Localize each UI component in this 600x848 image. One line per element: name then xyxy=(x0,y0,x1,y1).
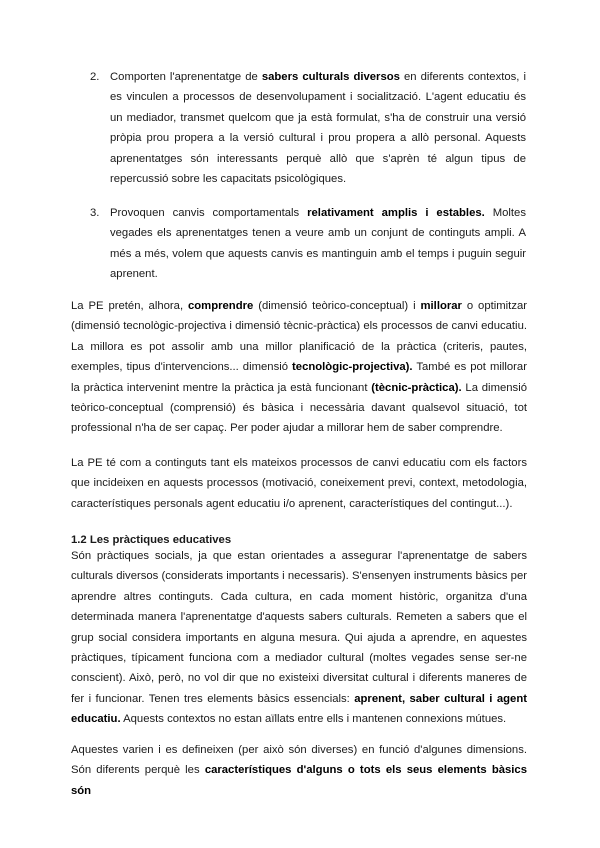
text-run: La PE té com a continguts tant els mateixos processos de canvi educatiu com els factors que incideixen en aquests processos (motivació, coneixement previ, context, metodologia, característiques personals agent educatiu i/o aprenent, característiques del contingut...). xyxy=(71,457,527,510)
text-run: (dimensió teòrico-conceptual) i xyxy=(253,300,421,312)
text-run: Aquests contextos no estan aïllats entre ells i mantenen connexions mútues. xyxy=(120,713,507,726)
bold-run: tecnològic-projectiva). xyxy=(292,361,413,374)
section-heading: 1.2 Les pràctiques educatives xyxy=(71,534,232,546)
list-number: 3. xyxy=(90,207,100,219)
text-run: en diferents contextos, i es vinculen a processos de desenvolupament i socialització. L'agent educatiu és un mediador, transmet quelcom que ja està formulat, s'ha de construir una versió pròpia prou propera a la versió cultural i prou propera a allò personal. Aquests aprenentatges són interessants perquè allò que s'aprèn té algun tipus de repercussió sobre les capacitats psicològiques. xyxy=(110,71,526,186)
bold-run: sabers culturals diversos xyxy=(261,71,400,83)
bold-run: (tècnic-pràctica). xyxy=(371,381,462,394)
text-run: També es pot millorar la pràctica intervenint mentre la pràctica ja està funcionant xyxy=(71,361,527,394)
list-number: 2. xyxy=(90,71,100,83)
text-run: Moltes vegades els aprenentatges tenen a veure amb un conjunt de continguts ampli. A més a més, volem que aquests canvis es mantinguin amb el temps i puguin seguir aprenent. xyxy=(110,207,526,281)
bold-run: millorar xyxy=(420,300,462,312)
bold-run: característiques d'alguns o tots els seus elements bàsics són xyxy=(71,764,527,797)
paragraph-practices xyxy=(71,546,527,730)
bold-run: comprendre xyxy=(188,300,254,312)
list-item-2 xyxy=(90,67,526,189)
text-run: Aquestes varien i es defineixen (per això són diverses) en funció d'algunes dimensions. Són diferents perquè les xyxy=(71,744,527,777)
bold-run: aprenent, saber cultural i agent educatiu. xyxy=(71,692,527,726)
paragraph-dimensions xyxy=(71,740,527,801)
list-item-text xyxy=(110,67,526,189)
text-run: La PE pretén, alhora, xyxy=(71,300,188,312)
text-run: La dimensió teòrico-conceptual (comprensió) és bàsica i necessària davant qualsevol situació, tot professional n'ha de ser capaç. Per poder ajudar a millorar hem de saber comprendre. xyxy=(71,381,527,435)
text-run: Provoquen canvis comportamentals xyxy=(110,207,308,219)
paragraph-pe-aims xyxy=(71,296,527,439)
text-run: Són pràctiques socials, ja que estan orientades a assegurar l'aprenentatge de sabers culturals diversos (considerats importants i necessaris). S'ensenyen instruments bàsics per aprendre altres continguts. Cada cultura, en cada moment històric, organitza d'una determinada manera l'aprenentatge d'aquests sabers culturals. Remeten a sabers que el grup social considera importants en alguna mesura. Qui ajuda a aprendre, en aquestes pràctiques, típicament funciona com a mediador cultural (moltes vegades sense ser-ne conscient). Això, però, no vol dir que no existeixi diversitat cultural i diferents maneres de fer i funcionar. Tenen tres elements bàsics essencials: xyxy=(71,550,527,705)
text-run: o optimitzar (dimensió tecnològic-projectiva i dimensió tècnic-pràctica) els processos de canvi educatiu. La millora es pot assolir amb una millor planificació de la pràctica (criteris, pautes, exemples, tipus d'intervencions... dimensió xyxy=(71,300,528,374)
bold-run: relativament amplis i estables. xyxy=(307,207,485,219)
paragraph-pe-contents xyxy=(71,453,527,514)
list-item-text xyxy=(110,203,526,285)
text-run: Comporten l'aprenentatge de xyxy=(110,71,262,83)
list-item-3 xyxy=(90,203,526,285)
